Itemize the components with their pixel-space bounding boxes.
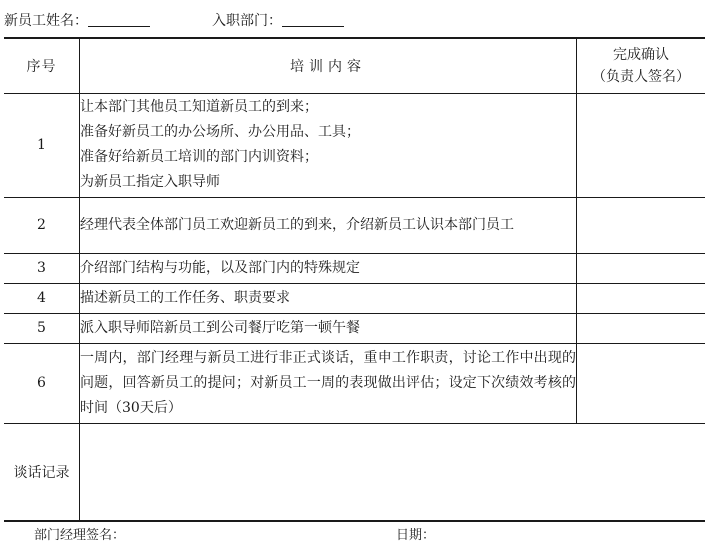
content-text: 派入职导师陪新员工到公司餐厅吃第一顿午餐	[80, 319, 360, 336]
content-line: 准备好给新员工培训的部门内训资料；	[80, 149, 318, 165]
row-seq: 3	[4, 253, 80, 283]
table-header-row	[4, 38, 705, 93]
content-text: 经理代表全体部门员工欢迎新员工的到来，介绍新员工认识本部门员工	[80, 216, 514, 233]
employee-name-label: 新员工姓名：	[4, 13, 88, 29]
row-seq: 2	[4, 197, 80, 253]
column-header-seq: 序号	[4, 38, 80, 93]
content-line: 准备好新员工的办公场所、办公用品、工具；	[80, 124, 360, 140]
department-field[interactable]	[282, 10, 344, 27]
column-header-content: 培训内容	[80, 38, 577, 93]
row-content	[80, 283, 577, 313]
table-row	[4, 253, 705, 283]
form-footer	[34, 526, 436, 546]
training-table	[4, 37, 705, 522]
manager-signature-label: 部门经理签名：	[34, 528, 126, 543]
content-text: 一周内，部门经理与新员工进行非正式谈话，重申工作职责，讨论工作中出现的问题，回答新员工的提问；对新员工一周的表现做出评估；设定下次绩效考核的时间（30天后）	[80, 349, 576, 416]
date-label: 日期：	[396, 528, 436, 543]
talk-record-row	[4, 423, 705, 521]
row-content	[80, 197, 577, 253]
confirm-signature-cell[interactable]	[577, 283, 706, 313]
confirm-signature-cell[interactable]	[577, 253, 706, 283]
table-row	[4, 313, 705, 343]
table-row	[4, 93, 705, 197]
column-header-confirm	[577, 38, 706, 93]
confirm-header-line1: 完成确认	[613, 46, 669, 63]
content-text: 描述新员工的工作任务、职责要求	[80, 289, 290, 306]
confirm-signature-cell[interactable]	[577, 313, 706, 343]
table-row	[4, 343, 705, 423]
content-line: 让本部门其他员工知道新员工的到来；	[80, 99, 318, 115]
employee-name-field[interactable]	[88, 10, 150, 27]
talk-record-label: 谈话记录	[4, 423, 80, 521]
department-label: 入职部门：	[212, 13, 282, 29]
row-seq: 4	[4, 283, 80, 313]
confirm-signature-cell[interactable]	[577, 93, 706, 197]
row-content	[80, 343, 577, 423]
confirm-signature-cell[interactable]	[577, 343, 706, 423]
confirm-signature-cell[interactable]	[577, 197, 706, 253]
row-content	[80, 253, 577, 283]
content-text: 介绍部门结构与功能，以及部门内的特殊规定	[80, 259, 360, 276]
form-header	[4, 10, 344, 32]
row-seq: 1	[4, 93, 80, 197]
row-content	[80, 93, 577, 197]
confirm-header-line2: （负责人签名）	[592, 68, 690, 85]
content-line: 为新员工指定入职导师	[80, 174, 220, 190]
talk-record-field[interactable]	[80, 423, 706, 521]
row-seq: 6	[4, 343, 80, 423]
table-row	[4, 197, 705, 253]
table-row	[4, 283, 705, 313]
row-seq: 5	[4, 313, 80, 343]
row-content	[80, 313, 577, 343]
